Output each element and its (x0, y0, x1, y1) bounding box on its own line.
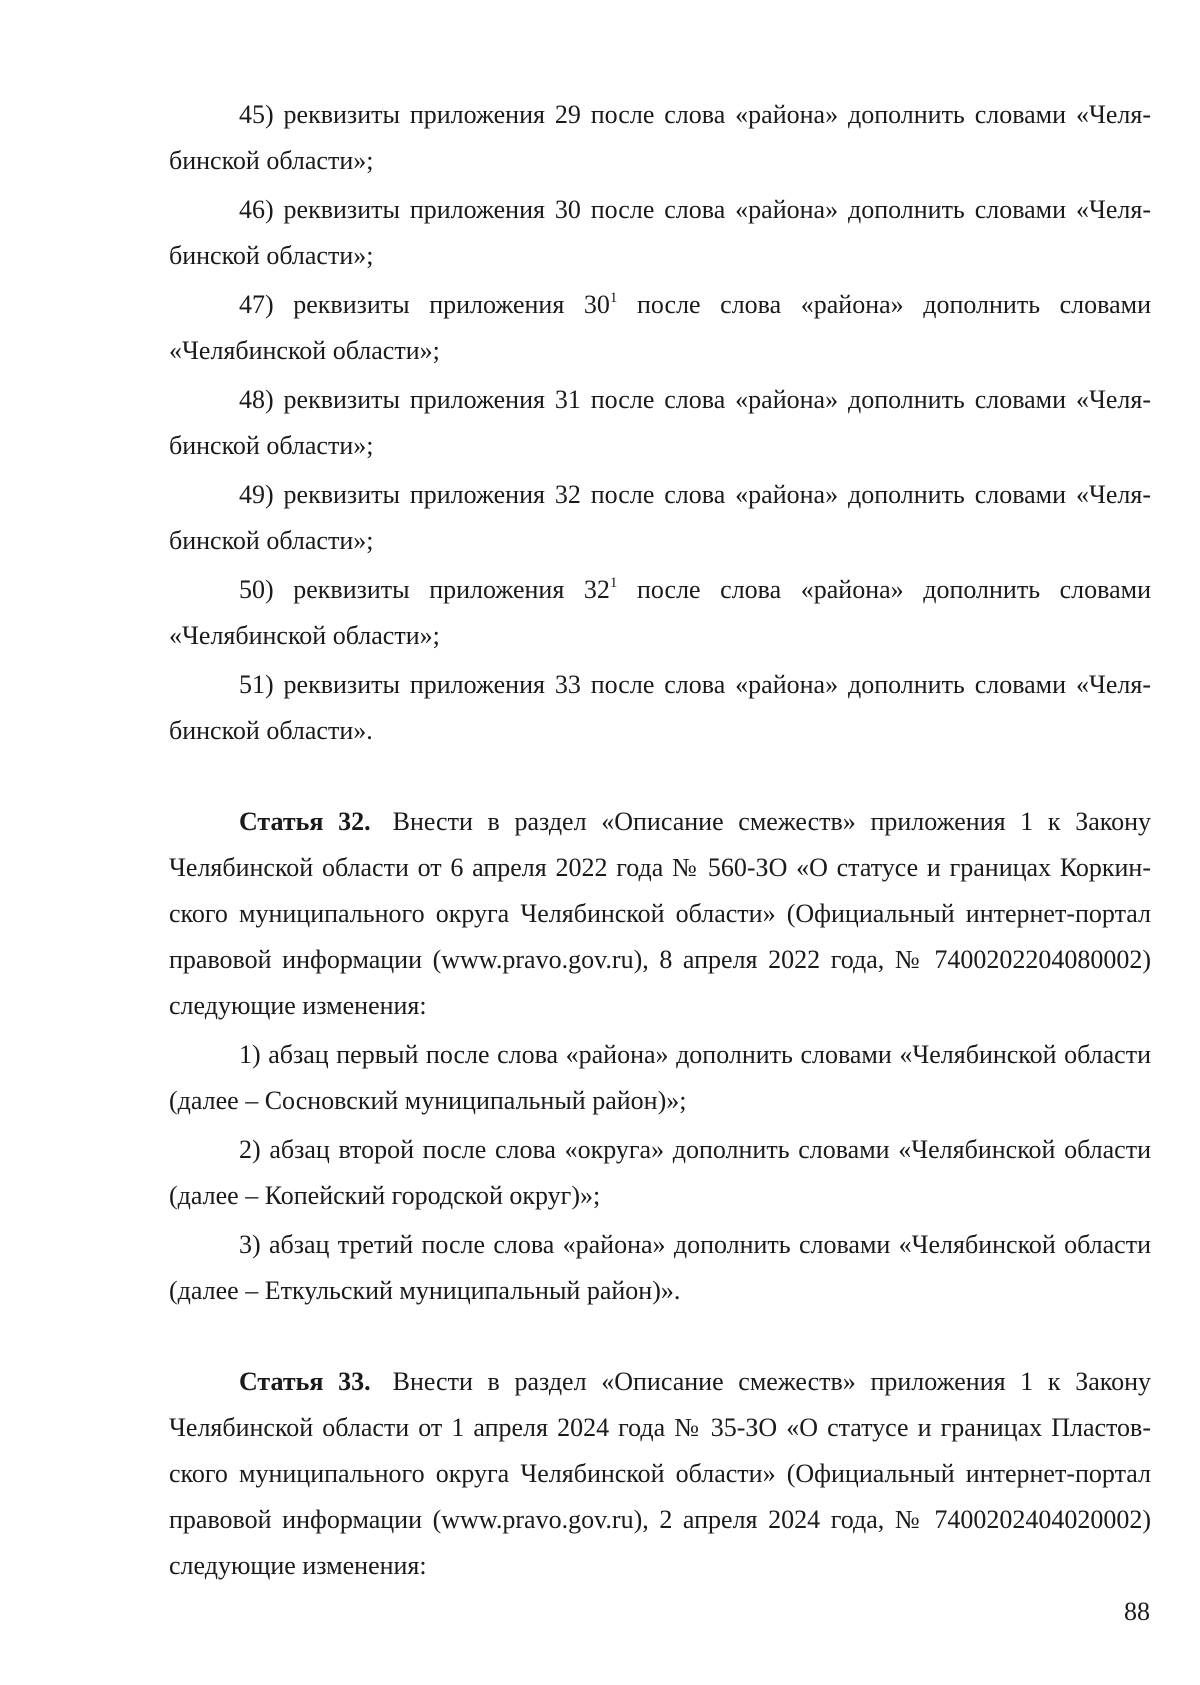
list-item-text: 49) реквизиты приложения 32 после слова «района» дополнить словами «Челябинской области»; (169, 480, 1151, 555)
list-item-text: 50) реквизиты приложения 32 (239, 575, 610, 604)
list-item-48 (169, 377, 1151, 469)
article-body: Внести в раздел «Описание смежеств» приложения 1 к Закону Челябинской области от 6 апреля 2022 года № 560-ЗО «О статусе и границах Коркинского муниципального округа Челябинской области» (Официальный интернет-портал правовой информации (www.pravo.gov.ru), 8 апреля 2022 года, № 7400202204080002) следующие изменения: (169, 807, 1151, 1020)
list-item-text: 45) реквизиты приложения 29 после слова «района» дополнить словами «Челябинской области»; (169, 100, 1151, 175)
list-item-text-continued: после слова «района» дополнить словами «Челябинской области»; (169, 575, 1151, 650)
list-item-text: 47) реквизиты приложения 30 (239, 290, 610, 319)
superscript-index: 1 (609, 575, 618, 591)
article-heading: Статья 32. (239, 807, 371, 836)
list-item-text: 46) реквизиты приложения 30 после слова «района» дополнить словами «Челябинской области»; (169, 195, 1151, 270)
article-32 (169, 799, 1151, 1029)
list-item-46 (169, 187, 1151, 279)
page-number: 88 (1124, 1597, 1150, 1626)
list-item-text: 1) абзац первый после слова «района» дополнить словами «Челябинской области (далее – Сосновский муниципальный район)»; (169, 1040, 1151, 1115)
article-32-item-3 (169, 1222, 1151, 1314)
list-item-51 (169, 662, 1151, 754)
article-32-item-2 (169, 1127, 1151, 1219)
superscript-index: 1 (609, 290, 618, 306)
list-item-text: 51) реквизиты приложения 33 после слова «района» дополнить словами «Челябинской области». (169, 670, 1151, 745)
list-item-text: 3) абзац третий после слова «района» дополнить словами «Челябинской области (далее – Еткульский муниципальный район)». (169, 1230, 1151, 1305)
article-33 (169, 1359, 1151, 1589)
list-item-45 (169, 92, 1151, 184)
list-item-50 (169, 567, 1151, 659)
article-heading: Статья 33. (239, 1367, 371, 1396)
list-item-49 (169, 472, 1151, 564)
list-item-text: 2) абзац второй после слова «округа» дополнить словами «Челябинской области (далее – Копейский городской округ)»; (169, 1135, 1151, 1210)
list-item-text-continued: после слова «района» дополнить словами «Челябинской области»; (169, 290, 1151, 365)
document-body (169, 92, 1151, 1592)
article-body: Внести в раздел «Описание смежеств» приложения 1 к Закону Челябинской области от 1 апреля 2024 года № 35-ЗО «О статусе и границах Пластовского муниципального округа Челябинской области» (Официальный интернет-портал правовой информации (www.pravo.gov.ru), 2 апреля 2024 года, № 7400202404020002) следующие изменения: (169, 1367, 1151, 1580)
list-item-47 (169, 282, 1151, 374)
article-32-item-1 (169, 1032, 1151, 1124)
list-item-text: 48) реквизиты приложения 31 после слова «района» дополнить словами «Челябинской области»; (169, 385, 1151, 460)
